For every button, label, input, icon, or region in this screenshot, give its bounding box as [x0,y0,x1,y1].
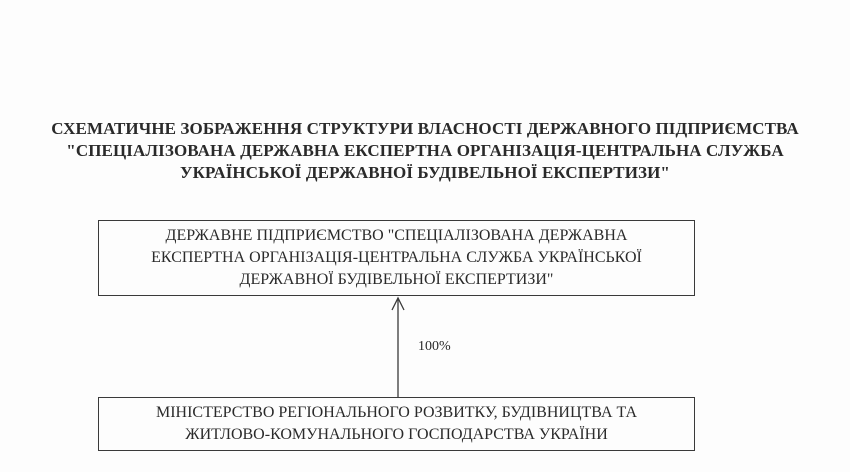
title-line-3: УКРАЇНСЬКОЇ ДЕРЖАВНОЇ БУДІВЕЛЬНОЇ ЕКСПЕРТИЗИ" [180,163,670,182]
ownership-percent-label: 100% [418,339,451,354]
owner-entity-line-1: МІНІСТЕРСТВО РЕГІОНАЛЬНОГО РОЗВИТКУ, БУДІВНИЦТВА ТА [155,404,638,421]
title-line-1: СХЕМАТИЧНЕ ЗОБРАЖЕННЯ СТРУКТУРИ ВЛАСНОСТІ ДЕРЖАВНОГО ПІДПРИЄМСТВА [51,119,799,138]
ownership-arrow [386,296,410,397]
owned-entity-line-3: ДЕРЖАВНОЇ БУДІВЕЛЬНОЇ ЕКСПЕРТИЗИ" [239,271,554,288]
diagram-title [20,118,830,184]
owner-entity-line-2: ЖИТЛОВО-КОМУНАЛЬНОГО ГОСПОДАРСТВА УКРАЇНИ [185,426,608,443]
owned-entity-line-2: ЕКСПЕРТНА ОРГАНІЗАЦІЯ-ЦЕНТРАЛЬНА СЛУЖБА УКРАЇНСЬКОЇ [151,249,642,266]
owner-entity-box [98,397,695,451]
owned-entity-box [98,220,695,296]
owned-entity-line-1: ДЕРЖАВНЕ ПІДПРИЄМСТВО "СПЕЦІАЛІЗОВАНА ДЕРЖАВНА [165,227,628,244]
title-line-2: "СПЕЦІАЛІЗОВАНА ДЕРЖАВНА ЕКСПЕРТНА ОРГАНІЗАЦІЯ-ЦЕНТРАЛЬНА СЛУЖБА [66,141,784,160]
